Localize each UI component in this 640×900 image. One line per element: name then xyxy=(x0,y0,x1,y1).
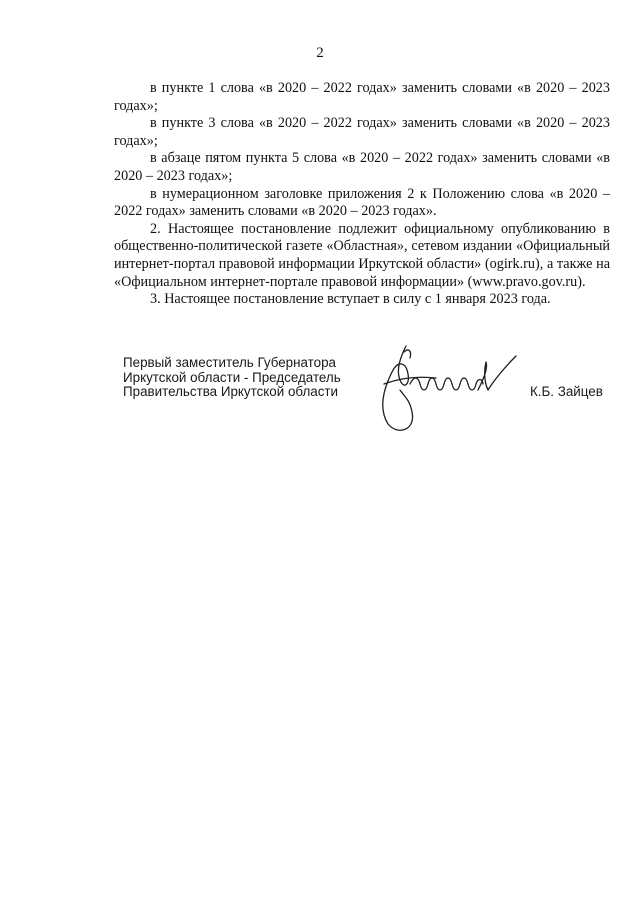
signatory-title xyxy=(123,356,341,400)
signatory-title-line: Иркутской области - Председатель xyxy=(123,369,341,385)
document-body xyxy=(114,80,610,309)
paragraph-clause-3: 3. Настоящее постановление вступает в силу с 1 января 2023 года. xyxy=(150,291,551,308)
page-number: 2 xyxy=(316,45,324,61)
paragraph-item-3: в абзаце пятом пункта 5 слова «в 2020 – 2022 годах» заменить словами «в 2020 – 2023 годах»; xyxy=(114,150,610,184)
paragraph-item-1: в пункте 1 слова «в 2020 – 2022 годах» заменить словами «в 2020 – 2023 годах»; xyxy=(114,80,610,114)
handwritten-signature xyxy=(370,338,520,438)
paragraph-item-2: в пункте 3 слова «в 2020 – 2022 годах» заменить словами «в 2020 – 2023 годах»; xyxy=(114,115,610,149)
signatory-title-line: Правительства Иркутской области xyxy=(123,384,339,400)
signatory-name: К.Б. Зайцев xyxy=(530,384,603,399)
paragraph-item-4: в нумерационном заголовке приложения 2 к Положению слова «в 2020 – 2022 годах» заменить словами «в 2020 – 2023 годах». xyxy=(114,185,610,220)
paragraph-clause-2: 2. Настоящее постановление подлежит официальному опубликованию в общественно-политической газете «Областная», сетевом издании «Официальный интернет-портал правовой информации Иркутской области» (ogirk.ru), а также на «Официальном интернет-портале правовой информации» (www.pravo.gov.ru). xyxy=(114,220,610,290)
signatory-title-line: Первый заместитель Губернатора xyxy=(123,355,336,370)
